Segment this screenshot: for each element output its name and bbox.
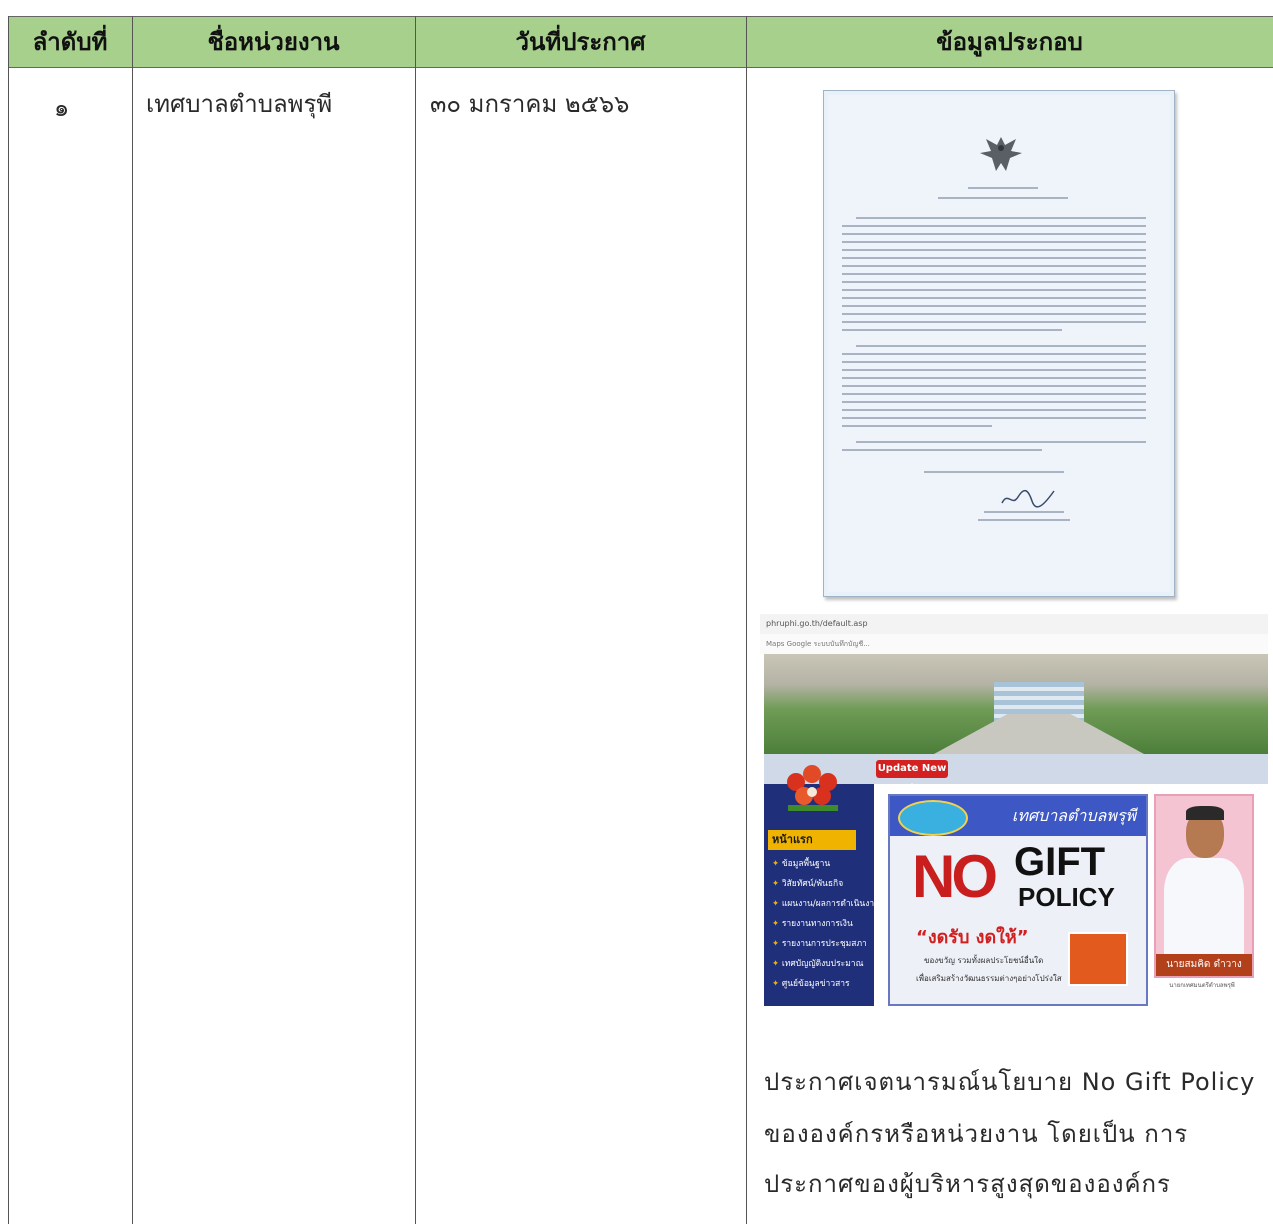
bookmarks-bar: Maps Google ระบบบันทึกบัญชี... — [760, 634, 1268, 654]
menu-item: ✦ วิสัยทัศน์/พันธกิจ — [772, 876, 843, 890]
mayor-name: นายสมคิด ดำวาง — [1156, 954, 1252, 976]
slogan-text: “งดรับ งดให้” — [916, 927, 1029, 948]
menu-item: ✦ เทศบัญญัติงบประมาณ — [772, 956, 863, 970]
menu-item: ✦ รายงานการประชุมสภา — [772, 936, 867, 950]
policy-text: POLICY — [1018, 882, 1115, 912]
header-number: ลำดับที่ — [32, 27, 108, 56]
column-divider — [746, 16, 747, 1224]
header-agency: ชื่อหน่วยงาน — [207, 27, 340, 56]
banner-title: เทศบาลตำบลพรุพี — [890, 796, 1146, 836]
slogan-sub-2: เพื่อเสริมสร้างวัฒนธรรมต่างๆอย่างโปร่งใส — [916, 974, 1062, 983]
announcement-document-image — [823, 90, 1175, 597]
gift-box-icon — [1068, 932, 1128, 986]
column-divider — [132, 16, 133, 1224]
no-text: NO — [912, 843, 994, 910]
slogan-sub-1: ของขวัญ รวมทั้งผลประโยชน์อื่นใด — [924, 956, 1044, 965]
agency-name: เทศบาลตำบลพรุพี — [146, 90, 333, 118]
header-supporting-info: ข้อมูลประกอบ — [936, 27, 1083, 56]
table-border-left — [8, 16, 9, 1224]
website-screenshot — [760, 614, 1268, 1006]
header-date: วันที่ประกาศ — [515, 27, 646, 56]
mayor-portrait — [1154, 794, 1254, 978]
municipality-seal-icon — [898, 800, 968, 836]
gift-text: GIFT — [1014, 840, 1106, 884]
menu-item: ✦ ศูนย์ข้อมูลข่าวสาร — [772, 976, 850, 990]
mayor-title: นายกเทศมนตรีตำบลพรุพี — [1169, 982, 1235, 989]
menu-item: ✦ รายงานทางการเงิน — [772, 916, 853, 930]
menu-item: ✦ แผนงาน/ผลการดำเนินงาน — [772, 896, 880, 910]
home-menu-item: หน้าแรก — [768, 830, 856, 850]
announcement-date: ๓๐ มกราคม ๒๕๖๖ — [430, 90, 630, 118]
column-divider — [415, 16, 416, 1224]
flower-decoration-icon — [782, 762, 844, 818]
caption-line-2: ขององค์กรหรือหน่วยงาน โดยเป็น การ — [764, 1120, 1189, 1148]
address-bar: phruphi.go.th/default.asp — [760, 614, 1268, 634]
caption-line-1: ประกาศเจตนารมณ์นโยบาย No Gift Policy — [764, 1068, 1256, 1096]
caption-line-3: ประกาศของผู้บริหารสูงสุดขององค์กร — [764, 1170, 1171, 1198]
row-number: ๑ — [54, 94, 70, 122]
garuda-emblem-icon — [976, 133, 1026, 175]
signature-icon — [998, 487, 1058, 509]
site-banner-photo — [764, 654, 1268, 754]
no-gift-policy-banner — [888, 794, 1148, 1006]
update-news-label: Update New : — [876, 760, 948, 778]
menu-item: ✦ ข้อมูลพื้นฐาน — [772, 856, 830, 870]
